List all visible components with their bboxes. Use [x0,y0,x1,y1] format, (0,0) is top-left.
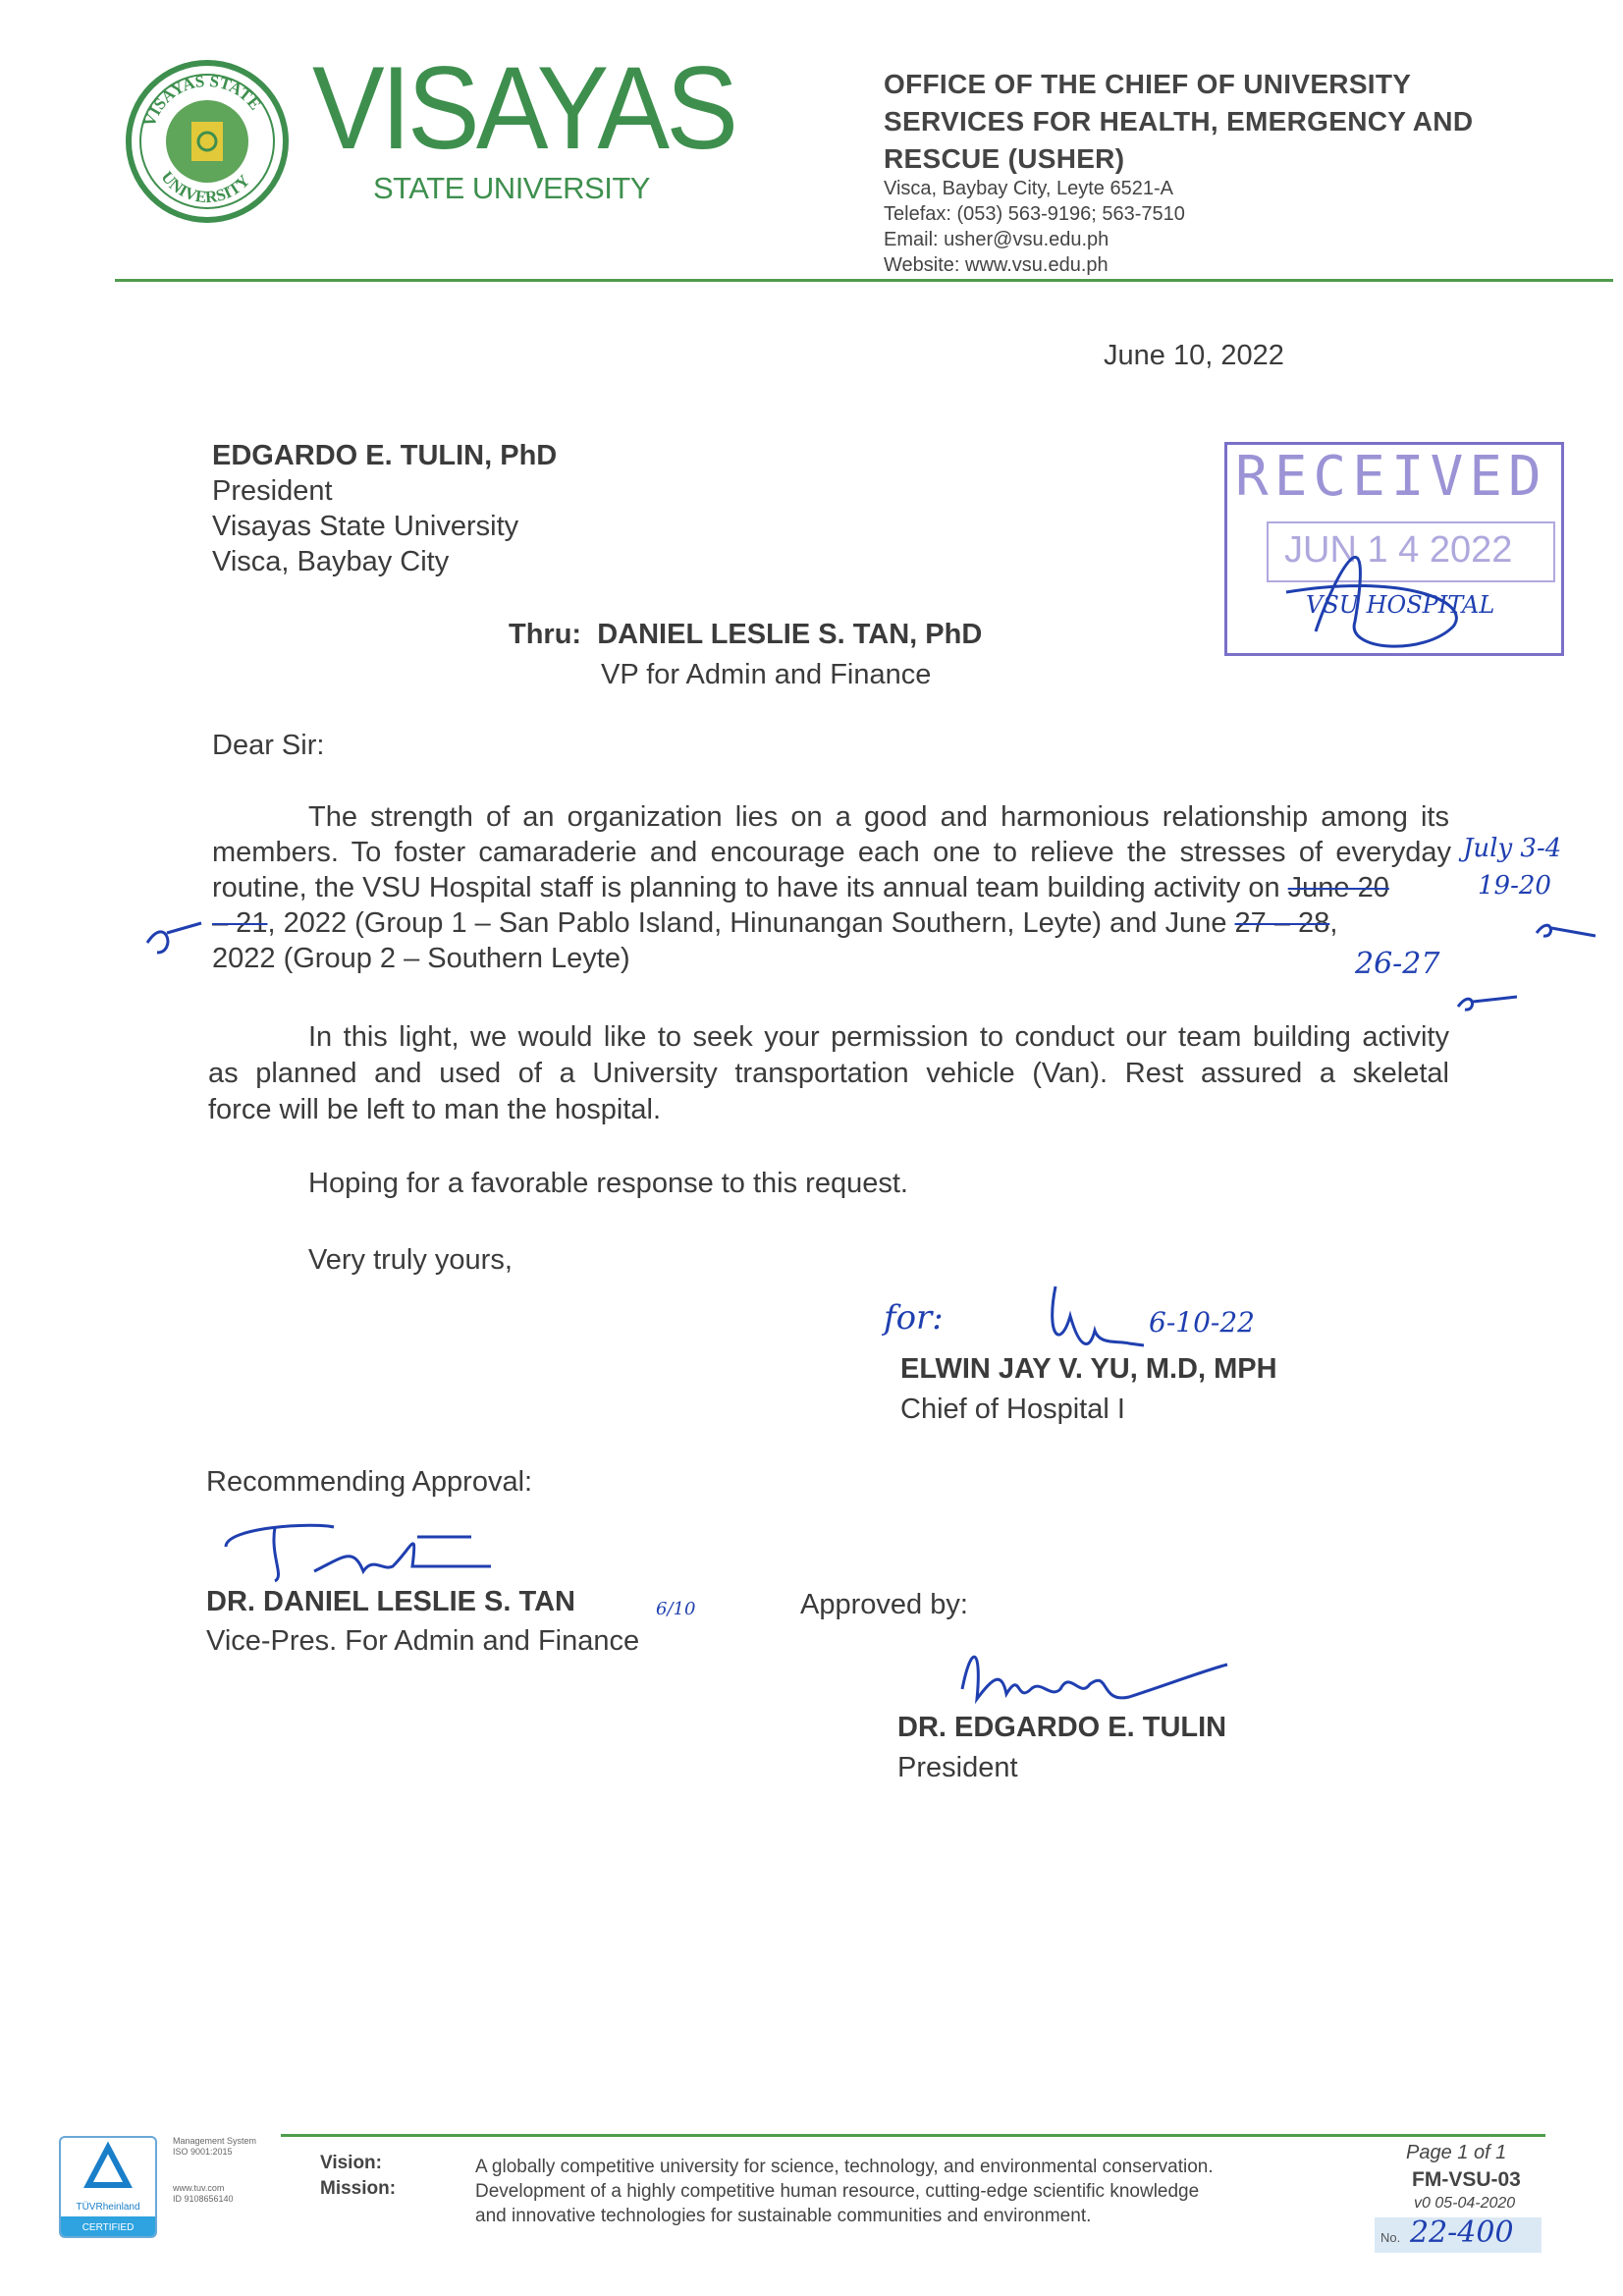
office-line-1: OFFICE OF THE CHIEF OF UNIVERSITY [884,69,1412,99]
received-stamp [1224,442,1564,656]
university-name-main: VISAYAS [312,42,735,174]
recommending-title: Vice-Pres. For Admin and Finance [206,1625,640,1657]
handwritten-initial [1532,908,1600,948]
handwritten-26-27: 26-27 [1355,947,1440,981]
signatory-title: Chief of Hospital I [900,1394,1125,1425]
tuv-label: TÜVRheinland [76,2202,140,2213]
struck-date-1: June 20 [1287,872,1389,903]
stamp-date: JUN 1 4 2022 [1284,529,1513,571]
p1-line-4-text: , 2022 (Group 1 – San Pablo Island, Hinunangan Southern, Leyte) and June [267,907,1227,939]
vision-text: A globally competitive university for science, technology, and environmental conservation. [475,2157,1214,2177]
tuv-triangle-icon [61,2138,155,2197]
stamp-office-handwritten: VSU HOSPITAL [1306,591,1495,619]
recommending-name: DR. DANIEL LESLIE S. TAN [206,1586,575,1617]
mission-text-2: and innovative technologies for sustainable communities and environment. [475,2206,1092,2226]
handwritten-sign-date: 6-10-22 [1149,1306,1255,1339]
office-email: Email: usher@vsu.edu.ph [884,229,1109,250]
approved-label: Approved by: [800,1589,968,1620]
p1-line-4 [212,907,1337,940]
university-seal-logo [123,57,295,224]
handwritten-initial [137,903,206,962]
p1-line-1: The strength of an organization lies on a good and harmonious relationship among its [308,801,1449,833]
struck-date-3: 27 – 28 [1234,907,1330,939]
handwritten-initial-date: 6/10 [656,1599,696,1619]
p2-line-2: as planned and used of a University transportation vehicle (Van). Rest assured a skeletal [208,1058,1449,1089]
svg-text:UNIVERSITY: UNIVERSITY [157,167,254,207]
cert-line: www.tuv.com [173,2183,225,2193]
office-line-3: RESCUE (USHER) [884,143,1125,174]
cert-line: Management System [173,2136,257,2146]
control-number-box [1375,2217,1542,2253]
paragraph-3: Hoping for a favorable response to this request. [308,1168,908,1199]
p1-line-4-comma: , [1329,907,1338,939]
closing: Very truly yours, [308,1244,513,1276]
office-telefax: Telefax: (053) 563-9196; 563-7510 [884,203,1185,225]
cert-line: ISO 9001:2015 [173,2147,233,2157]
signatory-name: ELWIN JAY V. YU, M.D, MPH [900,1353,1277,1385]
recommending-label: Recommending Approval: [206,1466,533,1498]
mission-text-1: Development of a highly competitive human resource, cutting-edge scientific knowledge [475,2181,1200,2202]
handwritten-july-dates: July 3-4 [1463,834,1562,863]
addressee-name: EDGARDO E. TULIN, PhD [212,440,558,471]
thru-title: VP for Admin and Finance [601,659,932,690]
signatory-signature [1041,1277,1149,1355]
vision-label: Vision: [320,2153,382,2173]
university-name-sub: STATE UNIVERSITY [373,171,650,205]
thru-line [509,619,982,651]
approved-title: President [897,1752,1018,1783]
p2-line-1: In this light, we would like to seek your permission to conduct our team building activity [308,1021,1449,1053]
p1-line-2: members. To foster camaraderie and encourage each one to relieve the stresses of everyday [212,837,1451,868]
handwritten-19-20: 19-20 [1478,871,1551,901]
control-number-label: No. [1380,2230,1401,2245]
addressee-location: Visca, Baybay City [212,546,450,577]
tuv-certification-logo [59,2136,157,2238]
svg-text:VISAYAS STATE: VISAYAS STATE [139,71,265,130]
certified-label: CERTIFIED [61,2216,155,2238]
form-version: v0 05-04-2020 [1414,2195,1516,2212]
addressee-title: President [212,475,333,507]
handwritten-initial [1453,982,1522,1021]
letter-date: June 10, 2022 [1104,340,1284,371]
office-address: Visca, Baybay City, Leyte 6521-A [884,178,1173,199]
p1-line-3-text: routine, the VSU Hospital staff is planning to have its annual team building activity on [212,872,1280,903]
cert-line: ID 9108656140 [173,2194,234,2204]
page-number: Page 1 of 1 [1406,2142,1507,2163]
stamp-signature [1227,445,1561,653]
footer-divider [281,2134,1545,2137]
thru-name: DANIEL LESLIE S. TAN, PhD [597,619,983,650]
approved-signature [952,1630,1237,1709]
addressee-org: Visayas State University [212,511,519,542]
struck-date-2: – 21 [212,907,268,939]
p2-line-3: force will be left to man the hospital. [208,1094,662,1125]
stamp-title: RECEIVED [1235,445,1547,509]
recommending-signature [216,1517,501,1586]
salutation: Dear Sir: [212,730,325,761]
header-divider [115,279,1613,282]
office-line-2: SERVICES FOR HEALTH, EMERGENCY AND [884,106,1474,137]
control-number-value: 22-400 [1410,2215,1514,2250]
form-code: FM-VSU-03 [1412,2168,1521,2191]
handwritten-for: for: [884,1298,944,1338]
cert-details [173,2136,256,2205]
approved-name: DR. EDGARDO E. TULIN [897,1712,1227,1743]
thru-label: Thru: [509,619,582,650]
office-website: Website: www.vsu.edu.ph [884,254,1109,276]
p1-line-5: 2022 (Group 2 – Southern Leyte) [212,943,630,974]
p1-line-3 [212,872,1389,904]
mission-label: Mission: [320,2178,397,2199]
